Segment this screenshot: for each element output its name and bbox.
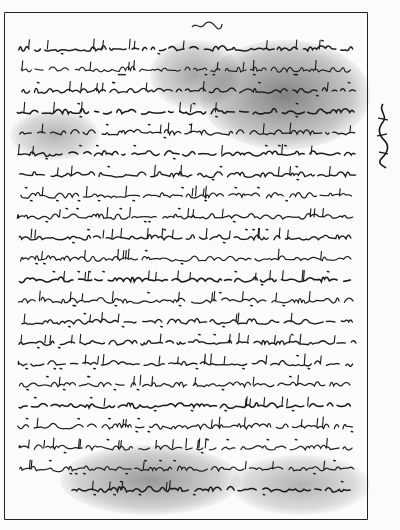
script-stroke bbox=[12, 227, 358, 245]
script-stroke bbox=[12, 437, 358, 455]
manuscript-line bbox=[12, 246, 358, 267]
script-stroke bbox=[12, 38, 358, 56]
manuscript-line bbox=[12, 372, 358, 393]
manuscript-line bbox=[12, 288, 358, 309]
manuscript-line bbox=[12, 204, 358, 225]
marginal-note bbox=[372, 100, 394, 170]
script-stroke bbox=[12, 374, 358, 392]
manuscript-line bbox=[12, 477, 358, 498]
script-stroke bbox=[12, 122, 358, 140]
header-scribble bbox=[186, 18, 226, 32]
script-stroke bbox=[12, 353, 358, 371]
manuscript-line bbox=[12, 351, 358, 372]
manuscript-line bbox=[12, 78, 358, 99]
manuscript-line bbox=[12, 57, 358, 78]
script-stroke bbox=[12, 479, 358, 497]
manuscript-line bbox=[12, 36, 358, 57]
header-mark bbox=[186, 18, 226, 32]
script-stroke bbox=[12, 290, 358, 308]
manuscript-text-block bbox=[12, 36, 358, 516]
manuscript-line bbox=[12, 141, 358, 162]
marginal-note-script bbox=[372, 100, 394, 170]
script-stroke bbox=[12, 458, 358, 476]
script-stroke bbox=[12, 269, 358, 287]
manuscript-line bbox=[12, 435, 358, 456]
manuscript-line bbox=[12, 162, 358, 183]
manuscript-line bbox=[12, 120, 358, 141]
manuscript-line bbox=[12, 309, 358, 330]
script-stroke bbox=[12, 206, 358, 224]
script-stroke bbox=[12, 185, 358, 203]
script-stroke bbox=[12, 416, 358, 434]
manuscript-line bbox=[12, 183, 358, 204]
script-stroke bbox=[12, 248, 358, 266]
script-stroke bbox=[12, 80, 358, 98]
manuscript-line bbox=[12, 225, 358, 246]
script-stroke bbox=[12, 311, 358, 329]
manuscript-line bbox=[12, 393, 358, 414]
manuscript-line bbox=[12, 330, 358, 351]
manuscript-line bbox=[12, 99, 358, 120]
manuscript-line bbox=[12, 267, 358, 288]
script-stroke bbox=[12, 143, 358, 161]
script-stroke bbox=[12, 395, 358, 413]
script-stroke bbox=[12, 332, 358, 350]
script-stroke bbox=[12, 101, 358, 119]
script-stroke bbox=[12, 59, 358, 77]
manuscript-line bbox=[12, 456, 358, 477]
manuscript-line bbox=[12, 414, 358, 435]
script-stroke bbox=[12, 164, 358, 182]
